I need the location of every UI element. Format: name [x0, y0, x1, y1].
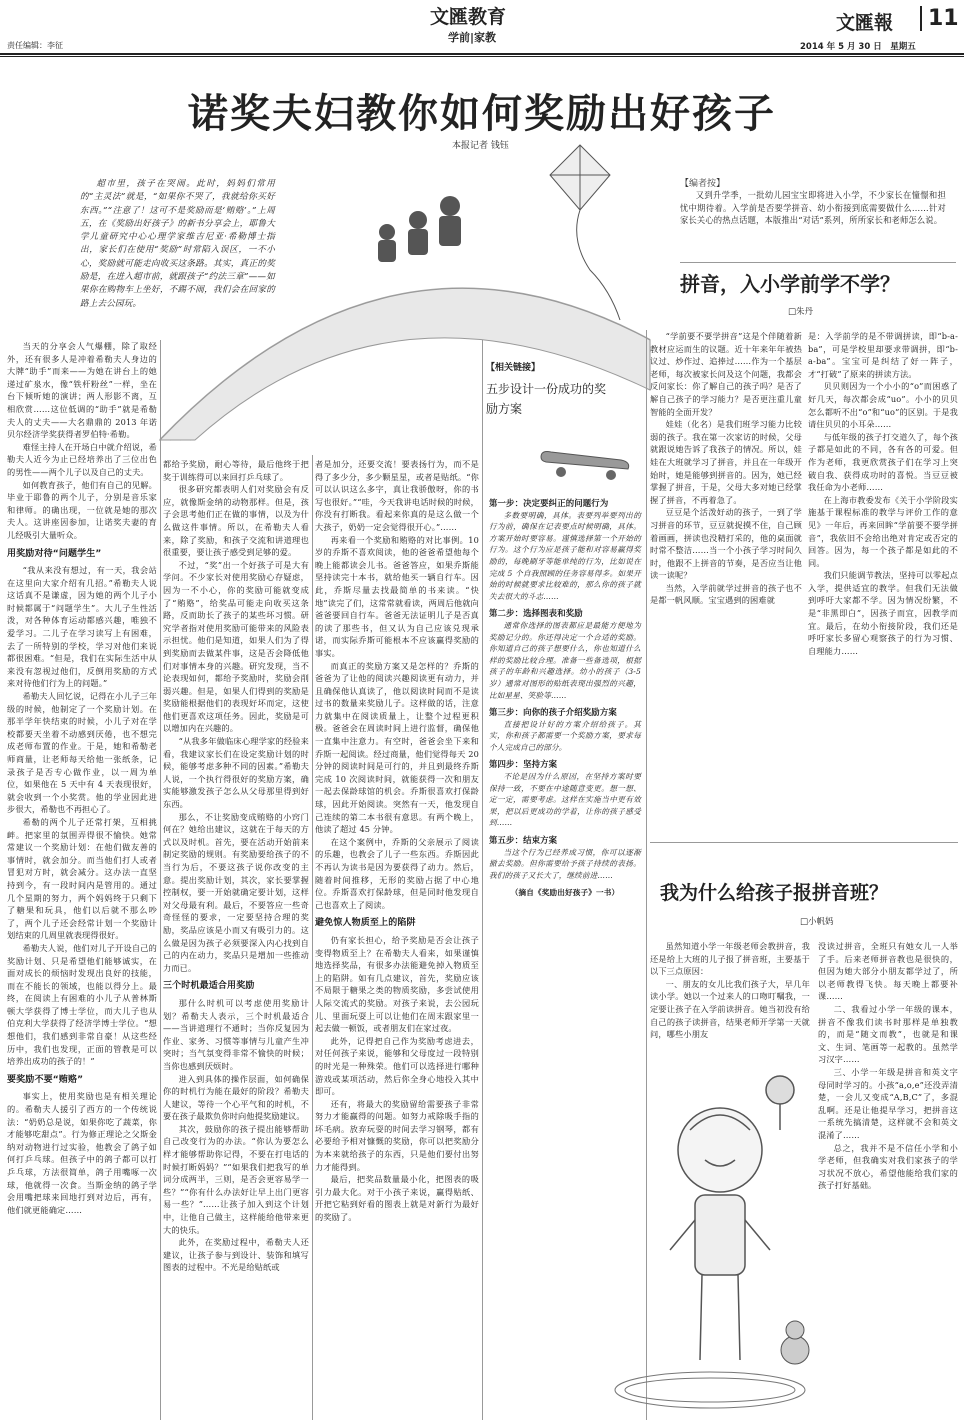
- header-thin-rule: [0, 56, 964, 57]
- subheading: 要奖励不要“贿赂”: [7, 1074, 84, 1085]
- steps-column: 第一步：决定要纠正的问题行为 多数要明确，具体。表要列举要列出的行为前，确保在记表要点时候明确，具体。方案开始时要容易。谨慎选择第一个开始的行为。这个行为应是孩子能和对容易赢得奖励的，每晚刷牙等能单纯的行为，比如说在完成 5 个自我照顾的任务容易得多。如果开始的时候就要求比较难的，那么你的孩子就失去很大的斗志…… 第二步：选择图表和奖励 通常你选择的图表都应是最能方便地为奖励记分的。你还得决定一个合适的奖励。你知道自己的孩子想要什么，你也知道什么样的奖励比较合理。准备一些备选项，根据孩子的年龄和兴趣选择。幼小的孩子（3-5 岁）通常对图形的贴纸表现出强烈的兴趣，比如星星、笑脸等…… 第三步：向你的孩子介绍奖励方案 直接把设计好的方案介绍给孩子。其实，你和孩子都需要一个奖励方案，要求每个人完成自己的部分。 第四步：坚持方案 不论是因为什么原因，在坚持方案时要保持一致，不要在中途随意变更。想一想、定一定，需要考虑。这样在实施当中更有效果，把以后更成功的学着，让你的孩子感受到…… 第五步：结束方案 当这个行为已经养成习惯，你可以逐渐撤去奖励。但你需要给予孩子持续的表扬。我们的孩子又长大了，继续前进…… （摘自《奖励出好孩子》一书）: [489, 498, 641, 898]
- section-logo: 文匯教育: [430, 6, 507, 28]
- header: [0, 0, 964, 58]
- source-note: （摘自《奖励出好孩子》一书）: [510, 888, 620, 898]
- lead-paragraph: 超市里，孩子在哭闹。此时，妈妈们常用的“主灵法”就是，“如果你不哭了，我就给你买好东西。”“注意了！这可不是奖励而是‘贿赂’。”上周五，在《奖励出好孩子》的新书分享会上，耶鲁大学儿童研究中心心理学家维吉尼亚·希勒博士指出，家长们在使用“奖励”时常陷入误区，一不小心，奖励就可能走向收买这条路。其实，真正的奖励是，在进入超市前，就跟孩子“约法三章”——如果你在购物车上坐好，不踢不闹，我们会在回家的路上去公园玩。: [80, 179, 275, 309]
- article2-column-a: 虽然知道小学一年级老师会教拼音，我还是给上大班的儿子报了拼音班，主要基于以下三点原因： 一、朋友的女儿比我们孩子大，早几年读小学。她以一个过来人的口吻叮嘱我，一定要让孩子在入学前读拼音。她当初没有给自己的孩子读拼音，结果老师开学第一天就问，哪些小朋友: [650, 941, 810, 1040]
- page-title: 诺奖夫妇教你如何奖励出好孩子: [188, 91, 776, 137]
- train-track-icon: [615, 1372, 805, 1408]
- editor-credit: 责任编辑：李征: [7, 41, 63, 50]
- article1-column-b: 是：入学前学的是不带调拼读，即“b-a-ba”，可是学校里却要求带调拼，即“b-a-ba”。宝宝可是纠结了好一阵子，才“打破”了原来的拼读方法。 贝贝则因为一个小小的“o”而困惑了好几天，每次都会成“uo”。小小的贝贝怎么都听不出“o”和“uo”的区别。于是我请住贝贝的小耳朵…… 与低年级的孩子打交道久了，每个孩子都是如此的不同，各有各的可爱。但作为老师，我更欣赏孩子们在学习上突破自我、获得成功时的喜悦。当豆豆被我任命为小老师…… 在上海市教委发布《关于小学阶段实施基于课程标准的教学与评价工作的意见》一年后，再来回眸“学前要不要学拼音”，我依旧不会给出绝对肯定或否定的回答。因为，每一个孩子都是如此的不同。 我们只能调节教法，坚持可以零起点入学，提供适宜的教学。但我们无法做到呼吁大家都不学。因为情况纷繁，不是“非黑即白”，因孩子而宜，因教学而宜。最后，在幼小衔接阶段，我们还是呼吁家长多留心观察孩子的行为习惯、自理能力……: [808, 331, 958, 656]
- divider: [680, 262, 956, 263]
- main-column-3: 者是加分，还要交流！要表扬行为，而不是得了多少分，多少颗星星，或者是贴纸。“你可以认识这么多字，真让我骄傲呀，你的书写也很好。”“哇，今天我讲电话时候的时候，你没有打断我。看起来你真的是这么做一个大孩子，奶奶一定会觉得很开心。”…… 再来看一个奖励和贿赂的对比事例。10 岁的乔斯不喜欢阅读，他的爸爸希望他每个晚上能都读会儿书。爸爸答应，如果乔斯能坚持读完十本书，就给他买一辆自行车。因此，乔斯尽量去找最简单的书来读。“快地”读完了们，这常常就看读，两周后他就向爸爸要回自行车。爸爸无法证明儿子是否真的读了那些书，但又认为自己应该兑现承诺，而实际乔斯可能根本不应该赢得奖励的事实。 而真正的奖励方案又是怎样的？乔斯的爸爸为了让他的阅读兴趣阅读更有动力，并且确保他认真读了，他以阅读时间而不是读过书的数量来奖励儿子。这样做的话，注意力就集中在阅读质量上，让整个过程更积极。爸爸会在周读时间上进行监督，确保他一直集中注意力。有空时，爸爸会坐下来和乔斯一起阅读。经过商量，他们觉得每天 20 分钟的阅读时间是可行的，并且到最终乔斯完成 10 次阅读时间，就能获得一次和朋友一起去保龄球馆的机会。乔斯很喜欢打保龄球，因此开始阅读。突然有一天，他发现自己连续的第二本书很有意思。有两个晚上，他读了超过 45 分钟。 在这个案例中，乔斯的父亲展示了阅读的乐趣，也教会了儿子一些东西。乔斯因此不再认为读书是因为要获得了动力。然后，随着时间推移，无形的奖励占据了中心地位。乔斯喜欢打保龄球，但是同时他发现自己也喜欢上了阅读。 避免惊人物质至上的陷阱 仍有家长担心，给予奖励是否会让孩子变得物质至上？在希勒夫人看来，如果谨慎地选择奖品，有很多办法能避免掉入物质至上的陷阱。如有几点建议，首先，奖励应该不局限于糖果之类的物质奖励，多尝试使用人际交流式的奖励。对孩子来说，去公园玩儿、里面玩耍上可以让他们在周末跟家里一起去做一顿饭，或者朋友们在家过夜。 此外，记得把自己作为奖励考虑进去，对任何孩子来说，能够和父母度过一段特别的时光是一种殊荣。他们可以选择进行哪种游戏或某项活动，然后你全身心地投入其中即可。 还有，将最大的奖励留给需要孩子非常努力才能赢得的问题。如努力戒除吸手指的坏毛病。放弃玩耍的时间去学习钢琴，都有必要给予相对慷慨的奖励，你可以把奖励分为本来就给孩子的东西，只是他们要付出努力才能得到。 最后，把奖品数量最小化，把图表的吸引力最大化。对于小孩子来说，赢得贴纸、开把它粘到好看的图表上就是对新行为最好的奖励了。: [315, 459, 479, 1223]
- teddy-bear-icon: [781, 1321, 809, 1364]
- related-links-tag: 【相关链接】: [486, 363, 541, 373]
- main-column-2: 都给予奖励，耐心等待，最后他终于把奖于训练得可以来回打乒乓球了。 很多研究都表明人们对奖励会有反应，就像斯金纳的动物那样。但是，孩子会思考他们正在做的事情，以及为什么做这件事情。所以，在希勒夫人看来，除了奖励，和孩子交流和讲道理也很重要，要让孩子感受到足够的爱。 不过，“奖”出一个好孩子可是大有学问。不少家长对使用奖励心存疑虑，因为一不小心，你的奖励可能就变成了“贿赂”，给奖品可能走向收买这条路，反而助长了孩子的某些坏习惯。研究学者指对使用奖励可能带来的风险表示担忧。他们是知道，如果人们为了得到奖励而去做某件事，这是否会降低他们对事情本身的兴趣。研究发现，当不论表现如何，都给予奖励时，奖励会削弱兴趣。但是，如果人们得到的奖励是奖励能根据他们的表现好坏而定，这使他们更喜欢这项任务。因此，奖励是可以增加内在兴趣的。 “从我多年做临床心理学家的经验来看，我建议家长们在设定奖励计划的时候，能够考虑多种不同的因素。”希勒夫人说，一个执行得很好的奖励方案，确实能够激发孩子怎么从父母那里得到好东西。 那么，不让奖励变成贿赂的小窍门何在？她给出建议，这就在于每天的方式以及时机。首先，要在活动开始前来制定奖励的规则。有奖励要给孩子的不当行为后，不要这孩子说你改变的主意。提出奖励计划，其次，家长要掌握控制权，要一开始就确定要计划，这样对父母最有利。最后，不要答应一些奇奇怪怪的要求，一定要坚持合理的奖励，奖品应该是小而又有吸引力的。这么做是因为孩子必须要深入内心找到自己的内在动力，奖品只是增加一些推动力而已。 三个时机最适合用奖励 那什么时机可以考虑使用奖励计划？希勒夫人表示，三个时机最适合——当讲道理行不通时；当你反复因为作业、家务、习惯等事情与儿童产生冲突时；当气氛变得非常不愉快的时候；当你也感到厌烦时。 进入到具体的操作层面，如何确保你的时机行为能在最好的阶段？希勒夫人建议，等待一个心平气和的时机，不要在孩子最欺负你时向他提奖励建议。 其次，鼓励你的孩子提出能够帮助自己改变行为的办法。“你认为要怎么样才能够帮助你记得，不要在打电话的时候打断妈妈？”“如果我们把我写的单词分成两半，三则，是否会更容易学一些？”“你有什么办法好让早上出门更容易一些？”……让孩子加入到这个计划中，让他自己做主，这样能给他带来更大的快乐。 此外，在奖励过程中，希勒夫人还建议，让孩子参与到设计、装饰和填写图表的过程中。不光是给贴纸或: [163, 459, 309, 1273]
- header-rule: [0, 53, 964, 55]
- article1-title: 拼音，入小学前学不学？: [680, 272, 900, 296]
- article1-author: □朱丹: [788, 307, 814, 317]
- main-column-1: 当天的分享会人气爆棚，除了取经外，还有很多人是冲着希勒夫人身边的大牌“助手”而来——为她在讲台上的她递过矿泉水，像“铁杆粉丝”一样，坐在台下倾听她的演讲；两人形影不离，互相欣赏……这位低调的“助手”就是希勒夫人的丈夫——大名鼎鼎的 2013 年诺贝尔经济学奖获得者罗伯特·希勒。 难怪主持人在开场白中就介绍说，希勒夫人近今为止已经培养出了三位出色的男性——两个儿子以及自己的丈夫。 如何教育孩子，他们有自己的见解。毕业于耶鲁的两个儿子，分别是音乐家和律师。的确出现，一位就是她的那次夫人。这讲座因参加，让诺奖夫妻的育儿经吸引大量听众。 用奖励对待“问题学生” “我从来没有想过，有一天，我会站在这里向大家介绍有几招。”希勒夫人说这话真不是谦虚，因为她的两个儿子小时候都属于“问题学生”。大儿子生性活泼，对各种体育运动都感兴趣，唯独不爱学习。二儿子在学习读写上有困难，去了一所特别的学校，学习对他们来说都很困难。“但是，我们在实际生活中从来没有忽视过他们，反倒用奖励的方式来对待他们行为上的问题。” 希勒夫人回忆说，记得在小儿子三年级的时候，他制定了一个奖励计划。在那半学年快结束的时候，小儿子对在学校都要天坐着不动感到厌倦，也不想完成老师布置的作业。于是，她和希勒老师商量，让老师每天给他一张纸条，记录孩子是否专心做作业，以一周为单位，如果他在 5 天中有 4 天表现很好，就会收到一个小奖赏。他的学业因此进步很大，希勒也不再担心了。 希勒的两个儿子还常打架，互相挑衅。把家里的氛围弄得很不愉快。她常常建议一个奖励计划：在他们做友善的事情时，就会加分。而当他们打人或者冒犯对方时，就会减分。这办法一直坚持到今，有一段时间内是管用的。通过几个星期的努力，两个妈妈终于只剩下了糖果和玩具，他们以后就不那么吵了，两个儿子还会经常计划一个奖励计划结束的几周里就表现得很好。 希勒夫人说，他们对儿子开设自己的奖励计划、只是希望他们能够诚实，在面对成长的烦恼时发现出良好的技能，而在不能长的领域，也能以得分上。最终，在阅读上有困难的小儿子从普林斯顿大学获得了博士学位，而大儿子也从伯克利大学获得了经济学博士学位。“想想他们，我们感到非常自豪！从这些经历中，我们也发现，正面的管教是可以培养出成功的孩子的！” 要奖励不要“贿赂” 事实上，使用奖励也是有相关理论的。希勒夫人援引了西方的一个传统说法：“奶奶总是说，如果你吃了蔬菜，你才能够吃甜点”。行为修正理论之父斯金纳对动物进行过实验，他教会了鸽子如何打乒乓球。但孩子中的鸽子都可以打乒乓球，方法很简单，鸽子用嘴啄一次球，他就得一次食。当斯金纳的鸽子学会用嘴把球来回地打到对边后，再有，他们就更能确定……: [7, 341, 157, 1215]
- subheading: 避免惊人物质至上的陷阱: [315, 918, 416, 929]
- column-divider: [312, 455, 313, 1420]
- section-name: 学前|家教: [448, 31, 497, 44]
- related-links-title: 五步设计一份成功的奖励方案: [486, 382, 607, 416]
- subheading: 用奖励对待“问题学生”: [7, 548, 102, 559]
- editor-note: [680, 176, 946, 256]
- related-links-box: [486, 360, 642, 490]
- step-title: 第五步：结束方案: [489, 835, 558, 846]
- byline: 本报记者 钱钰: [452, 141, 509, 151]
- editor-note-text: 又到升学季，一批幼儿园宝宝即将进入小学，不少家长在憧憬和担忧中期待着。入学前是否要学拼音、幼小衔接到底需要做什么……针对家长关心的热点话题，本版推出“对话”系列，所所家长和老师怎么说。: [680, 190, 946, 226]
- article2-title: 我为什么给孩子报拼音班？: [660, 882, 889, 904]
- article2-author: □小帆妈: [800, 917, 834, 927]
- article2-column-b: 没读过拼音，全班只有她女儿一人举了手。后来老师拼音教也是很快的，但因为她大部分小朋友都学过了，所以老师教得飞快。每天晚上都要补课…… 二、我看过小学一年级的课本，拼音不像我们读书时那样是单独教的，而是“随文而教”，也就是和课文、生词、笔画等一起教的。虽然学习汉字…… 三、小学一年级是拼音和英文字母同时学习的。小孩“a,o,e”还没弄清楚，一会儿又变成“A,B,C”了，多混乱啊。还是让他提早学习，把拼音这一系统先搞清楚，这样就不会和英文混淆了…… 总之，我并不是不信任小学和小学老师，但我确实对我们家孩子的学习状况不放心，希望他能给我们家的孩子打好基础。: [818, 941, 958, 1191]
- skateboard-icon: [536, 442, 636, 482]
- issue-date: 2014 年 5 月 30 日 星期五: [800, 42, 916, 52]
- kite-icon: [550, 145, 620, 320]
- step-title: 第四步：坚持方案: [489, 759, 558, 770]
- column-divider: [160, 340, 161, 1420]
- subheading: 三个时机最适合用奖励: [163, 981, 255, 992]
- step-title: 第一步：决定要纠正的问题行为: [489, 498, 609, 508]
- article1-column-a: “学前要不要学拼音”这是个伴随着新教材应运而生的议题。近十年来年年被热议过、炒作过、追捧过……作为一个基层老师，每次被家长问及这个问题，我都会反问家长：你了解自己的孩子吗？是否了解自己孩子的学习能力？是否更注重儿童智能的全面开发？ 娃娃（化名）是我们班学习能力比较弱的孩子。我在第一次家访的时候，父母就跟说她告诉了我孩子的情况。所以，娃娃在大班就学习了拼音，并且在一年级开始时，她是能够到拼音的。因为，她已经掌握了拼音，于是，父母大多对她已经掌握了拼音，不再着急了。 豆豆是个活泼好动的孩子，一到了学习拼音的环节，豆豆就捉摸不住，自己顾着画画，拼读也没精打采的，他的桌面就时常不整洁……当一个小孩子学习时间久时，他跟不上拼音的节奏，是否应当让他读一读呢？ 当然，入学前就学过拼音的孩子也不是都一帆风顺。宝宝遇到的困难就: [650, 331, 802, 606]
- step-title: 第二步：选择图表和奖励: [489, 608, 583, 619]
- editor-note-tag: 【编者按】: [680, 179, 726, 189]
- newspaper-logo: 文匯報: [836, 12, 894, 34]
- boy-with-toys-illustration: [610, 1060, 815, 1420]
- page-number: 11: [920, 6, 959, 31]
- column-divider: [482, 340, 483, 1420]
- divider: [650, 842, 958, 843]
- step-title: 第三步：向你的孩子介绍奖励方案: [489, 707, 617, 718]
